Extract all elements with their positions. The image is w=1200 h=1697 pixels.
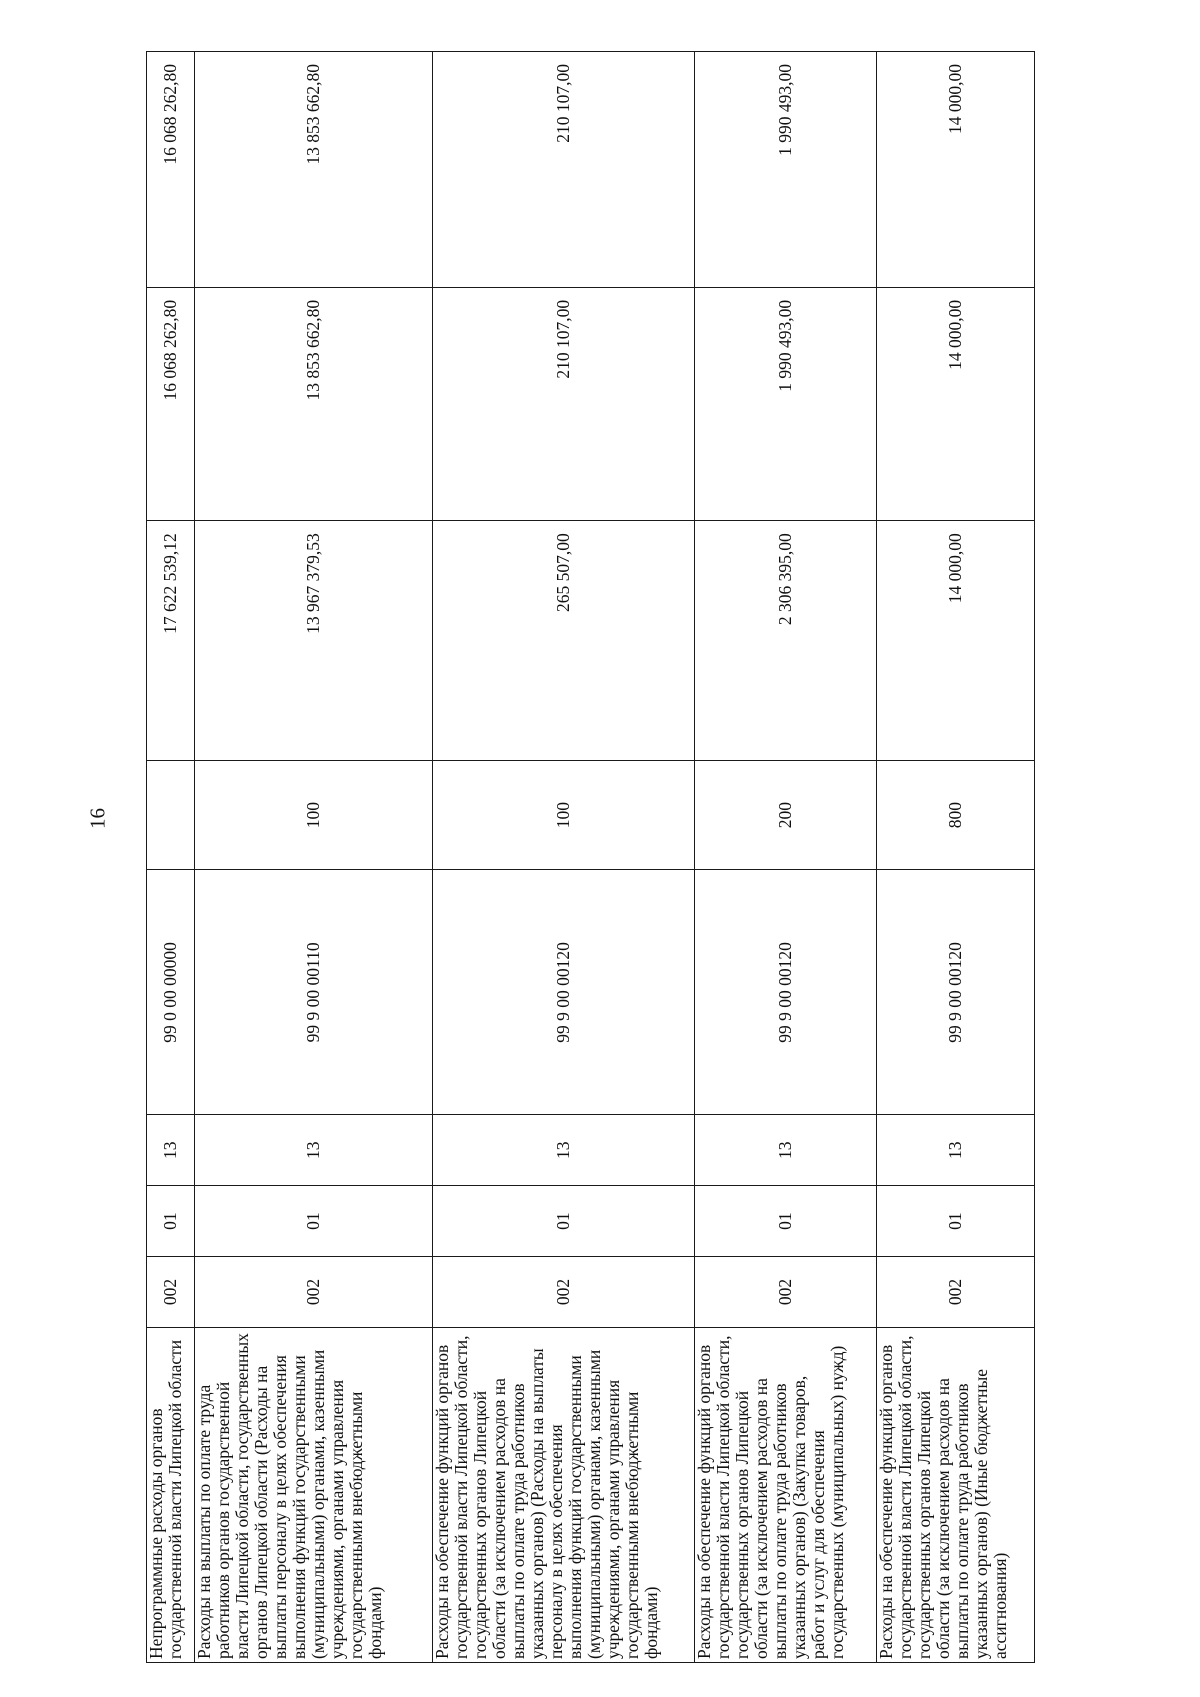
amount-year-2: 210 107,00: [433, 287, 695, 520]
row-name: Расходы на выплаты по оплате труда работников органов государственной власти Липецкой области, государственных органов Липецкой области (Расходы на выплаты персоналу в целях обеспечения выполнения функций государственными (муниципальными) органами, казенными учреждениями, органами управления государственными внебюджетными фондами): [195, 1327, 433, 1662]
table-row: [195, 52, 433, 1663]
expense-type: 800: [877, 760, 1035, 870]
table-row: [877, 52, 1035, 1663]
target-article: 99 9 00 00110: [195, 870, 433, 1115]
amount-year-3: 14 000,00: [877, 52, 1035, 288]
section-code: 01: [695, 1186, 877, 1257]
expense-type: 100: [433, 760, 695, 870]
expense-type: [147, 760, 195, 870]
ministry-code: 002: [695, 1257, 877, 1328]
table-row: [147, 52, 195, 1663]
amount-year-2: 13 853 662,80: [195, 287, 433, 520]
rotated-page-content: [146, 51, 1036, 1663]
section-code: 01: [433, 1186, 695, 1257]
row-name: Расходы на обеспечение функций органов государственной власти Липецкой области, государственных органов Липецкой области (за исключением расходов на выплаты по оплате труда работников указанных органов) (Расходы на выплаты персоналу в целях обеспечения выполнения функций государственными (муниципальными) органами, казенными учреждениями, органами управления государственными внебюджетными фондами): [433, 1327, 695, 1662]
target-article: 99 9 00 00120: [695, 870, 877, 1115]
amount-year-1: 17 622 539,12: [147, 521, 195, 761]
subsection-code: 13: [195, 1115, 433, 1186]
ministry-code: 002: [147, 1257, 195, 1328]
row-name: Расходы на обеспечение функций органов государственной власти Липецкой области, государственных органов Липецкой области (за исключением расходов на выплаты по оплате труда работников указанных органов) (Закупка товаров, работ и услуг для обеспечения государственных (муниципальных) нужд): [695, 1327, 877, 1662]
amount-year-3: 1 990 493,00: [695, 52, 877, 288]
amount-year-2: 14 000,00: [877, 287, 1035, 520]
ministry-code: 002: [433, 1257, 695, 1328]
amount-year-1: 265 507,00: [433, 521, 695, 761]
amount-year-2: 1 990 493,00: [695, 287, 877, 520]
amount-year-1: 14 000,00: [877, 521, 1035, 761]
table-row: [695, 52, 877, 1663]
table-row: [433, 52, 695, 1663]
ministry-code: 002: [877, 1257, 1035, 1328]
page-number: 16: [85, 808, 110, 829]
subsection-code: 13: [433, 1115, 695, 1186]
section-code: 01: [877, 1186, 1035, 1257]
amount-year-1: 2 306 395,00: [695, 521, 877, 761]
section-code: 01: [195, 1186, 433, 1257]
amount-year-3: 210 107,00: [433, 52, 695, 288]
row-name: Непрограммные расходы органов государственной власти Липецкой области: [147, 1327, 195, 1662]
target-article: 99 9 00 00120: [433, 870, 695, 1115]
target-article: 99 0 00 00000: [147, 870, 195, 1115]
subsection-code: 13: [695, 1115, 877, 1186]
expense-type: 100: [195, 760, 433, 870]
amount-year-3: 16 068 262,80: [147, 52, 195, 288]
subsection-code: 13: [147, 1115, 195, 1186]
target-article: 99 9 00 00120: [877, 870, 1035, 1115]
amount-year-1: 13 967 379,53: [195, 521, 433, 761]
subsection-code: 13: [877, 1115, 1035, 1186]
amount-year-2: 16 068 262,80: [147, 287, 195, 520]
budget-table: [146, 51, 1035, 1663]
row-name: Расходы на обеспечение функций органов государственной власти Липецкой области, государственных органов Липецкой области (за исключением расходов на выплаты по оплате труда работников указанных органов) (Иные бюджетные ассигнования): [877, 1327, 1035, 1662]
amount-year-3: 13 853 662,80: [195, 52, 433, 288]
expense-type: 200: [695, 760, 877, 870]
section-code: 01: [147, 1186, 195, 1257]
ministry-code: 002: [195, 1257, 433, 1328]
